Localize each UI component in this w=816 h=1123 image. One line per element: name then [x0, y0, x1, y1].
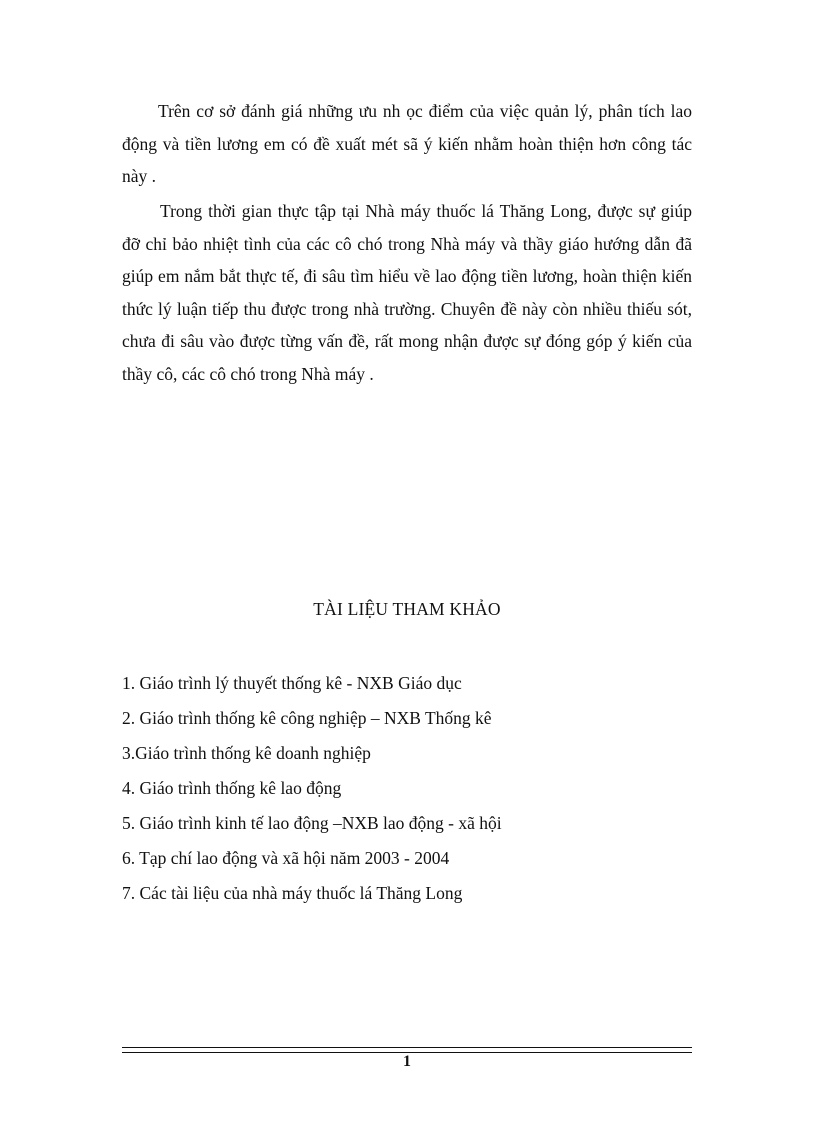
reference-item: 5. Giáo trình kinh tế lao động –NXB lao động - xã hội	[122, 813, 502, 833]
reference-item: 7. Các tài liệu của nhà máy thuốc lá Thăng Long	[122, 883, 463, 903]
paragraph-text: Trên cơ sở đánh giá những ưu nh ọc điểm của việc quản lý, phân tích lao động và tiền lương em có đề xuất mét sã ý kiến nhằm hoàn thiện hơn công tác này .	[122, 101, 692, 186]
references-heading: TÀI LIỆU THAM KHẢO	[313, 599, 501, 619]
paragraph-conclusion	[122, 95, 692, 193]
reference-item: 2. Giáo trình thống kê công nghiệp – NXB Thống kê	[122, 708, 492, 728]
references-list	[122, 668, 692, 913]
reference-item: 3.Giáo trình thống kê doanh nghiệp	[122, 743, 371, 763]
paragraph-acknowledgement	[122, 195, 692, 390]
reference-item: 6. Tạp chí lao động và xã hội năm 2003 - 2004	[122, 848, 450, 868]
reference-item: 1. Giáo trình lý thuyết thống kê - NXB Giáo dục	[122, 673, 462, 693]
page-number: 1	[403, 1053, 411, 1070]
reference-item: 4. Giáo trình thống kê lao động	[122, 778, 342, 798]
paragraph-text: Trong thời gian thực tập tại Nhà máy thuốc lá Thăng Long, được sự giúp đỡ chỉ bảo nhiệt tình của các cô chó trong Nhà máy và thầy giáo hướng dẫn đã giúp em nắm bắt thực tế, đi sâu tìm hiểu về lao động tiền lương, hoàn thiện kiến thức lý luận tiếp thu được trong nhà trường. Chuyên đề này còn nhiều thiếu sót, chưa đi sâu vào được từng vấn đề, rất mong nhận được sự đóng góp ý kiến của thầy cô, các cô chó trong Nhà máy .	[122, 201, 692, 384]
